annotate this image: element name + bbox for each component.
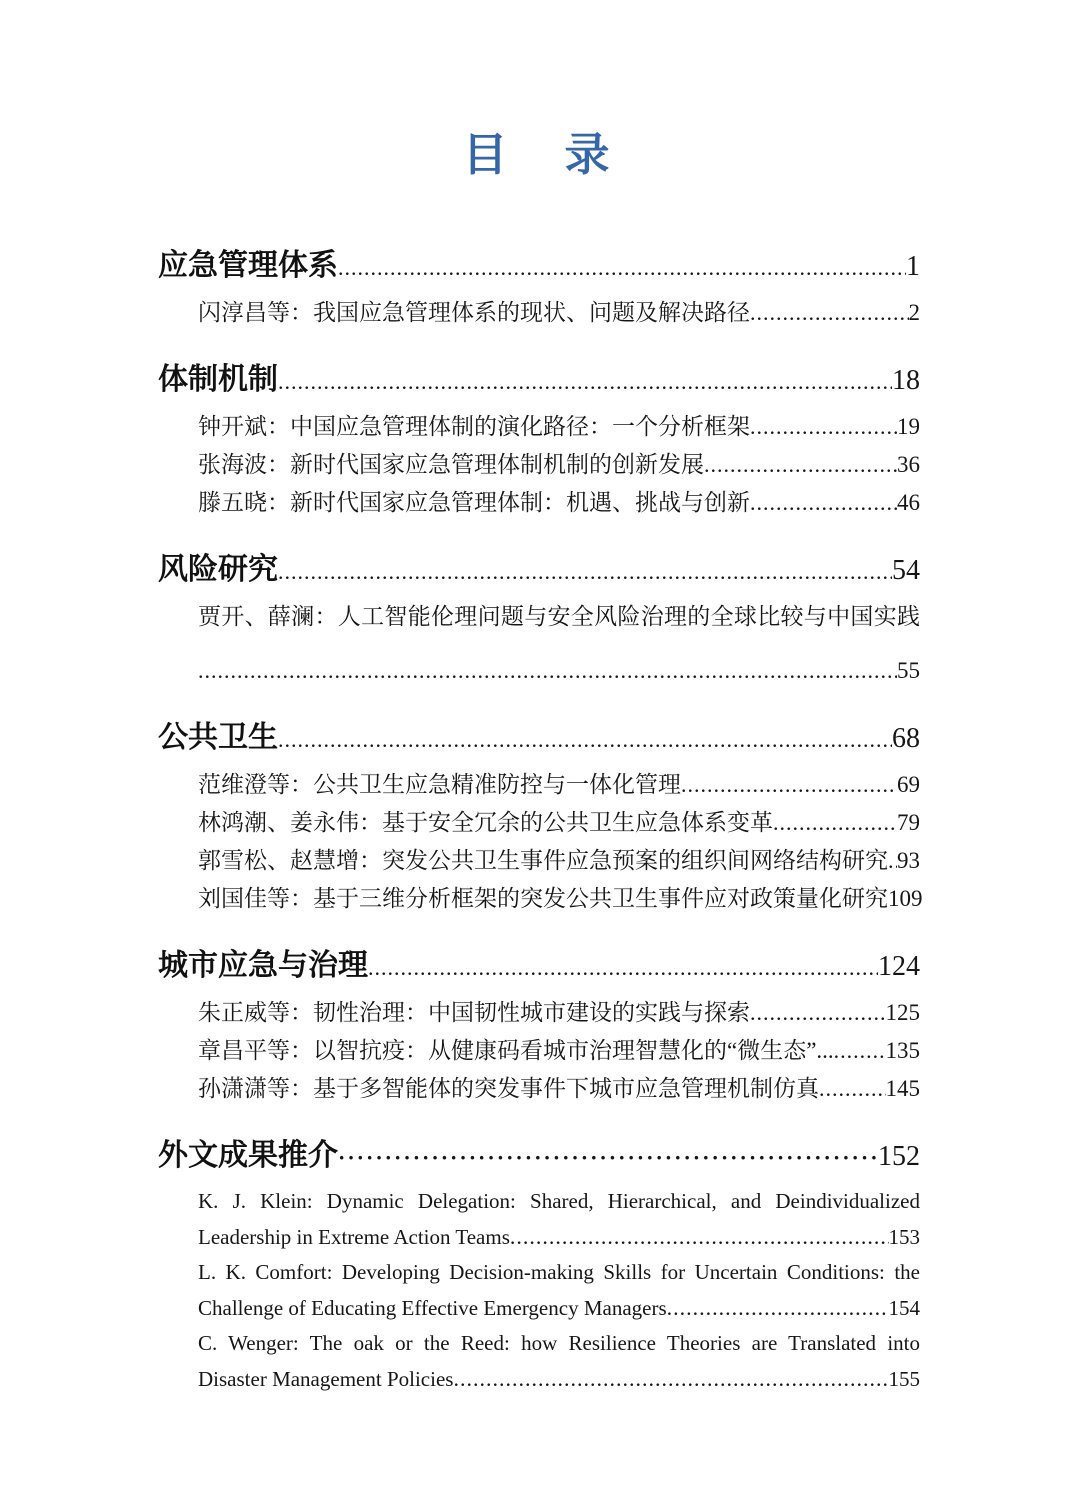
entry-text: 闪淳昌等：我国应急管理体系的现状、问题及解决路径 (198, 300, 750, 325)
toc-entry (158, 1326, 920, 1397)
entry-text: 滕五晓：新时代国家应急管理体制：机遇、挑战与创新 (198, 490, 750, 515)
section-page-number: 54 (892, 555, 920, 586)
entry-page-number: 125 (885, 1000, 920, 1025)
dot-leader (750, 294, 909, 332)
entry-text-line2: Disaster Management Policies (198, 1367, 454, 1391)
section-heading: 应急管理体系 (158, 249, 338, 282)
middot-leader (338, 1136, 878, 1180)
dot-leader (278, 360, 892, 404)
entry-text: 林鸿潮、姜永伟：基于安全冗余的公共卫生应急体系变革 (198, 810, 773, 835)
section-page-number: 152 (878, 1141, 920, 1172)
entry-text: 孙潇潇等：基于多智能体的突发事件下城市应急管理机制仿真 (198, 1076, 819, 1101)
dot-leader (834, 1032, 886, 1070)
toc-entry (158, 1255, 920, 1326)
toc-entry (158, 804, 920, 842)
dot-leader (750, 408, 897, 446)
entry-continuation-row (198, 1219, 920, 1255)
section-heading: 外文成果推介 (158, 1139, 338, 1172)
toc-entry (158, 994, 920, 1032)
entry-page-number: 153 (888, 1225, 920, 1249)
dot-leader (453, 1361, 888, 1396)
dot-leader (368, 946, 878, 990)
section-heading-row (158, 358, 920, 404)
dot-leader (888, 842, 897, 880)
toc-entry (158, 446, 920, 484)
section-page-number: 68 (892, 723, 920, 754)
toc-section-institutional-mechanisms (158, 358, 920, 522)
toc-entry (158, 1070, 920, 1108)
toc-entry (158, 408, 920, 446)
toc-entry (158, 880, 923, 918)
entry-page-number: 55 (897, 658, 920, 683)
page-title: 目 录 (462, 129, 616, 180)
section-heading: 公共卫生 (158, 721, 278, 754)
entry-page-number: 155 (888, 1367, 920, 1391)
entry-continuation-row (198, 652, 920, 690)
dot-leader (819, 1070, 886, 1108)
entry-page-number: 79 (897, 810, 920, 835)
entry-page-number: 69 (897, 772, 920, 797)
entry-page-number: 19 (897, 414, 920, 439)
entry-page-number: 154 (888, 1296, 920, 1320)
dot-leader (667, 1290, 889, 1325)
entry-text-line1: L. K. Comfort: Developing Decision-making Skills for Uncertain Conditions: the (198, 1260, 920, 1284)
section-heading-row (158, 944, 920, 990)
toc-entry (158, 1184, 920, 1255)
entry-continuation-row (198, 1290, 920, 1326)
section-heading-row (158, 244, 920, 290)
entry-text-line1: 贾开、薛澜：人工智能伦理问题与安全风险治理的全球比较与中国实践 (198, 604, 920, 629)
section-heading-row (158, 1134, 920, 1180)
toc-entry (158, 766, 920, 804)
entry-continuation-row (198, 1361, 920, 1397)
section-heading: 城市应急与治理 (158, 949, 368, 982)
entry-page-number: 145 (885, 1076, 920, 1101)
toc-section-emergency-management-system (158, 244, 920, 332)
entry-text: 张海波：新时代国家应急管理体制机制的创新发展 (198, 452, 704, 477)
entry-page-number: 2 (908, 300, 920, 325)
section-heading-row (158, 716, 920, 762)
entry-text: 章昌平等：以智抗疫：从健康码看城市治理智慧化的“微生态”... (198, 1038, 834, 1063)
entry-page-number: 36 (897, 452, 920, 477)
toc-entry (158, 294, 920, 332)
entry-page-number: 46 (897, 490, 920, 515)
toc-section-urban-emergency-governance (158, 944, 920, 1108)
entry-text-line2: Challenge of Educating Effective Emergency Managers (198, 1296, 667, 1320)
entry-page-number: 93 (897, 848, 920, 873)
entry-text-line1: C. Wenger: The oak or the Reed: how Resilience Theories are Translated into (198, 1331, 920, 1355)
toc-entry (158, 1032, 920, 1070)
dot-leader (773, 804, 897, 842)
dot-leader (278, 550, 892, 594)
toc-section-foreign-publications (158, 1134, 920, 1397)
toc-entry (158, 484, 920, 522)
dot-leader (750, 994, 886, 1032)
dot-leader (750, 484, 897, 522)
section-page-number: 18 (892, 365, 920, 396)
dot-leader (510, 1219, 889, 1254)
entry-text: 范维澄等：公共卫生应急精准防控与一体化管理 (198, 772, 681, 797)
dot-leader (681, 766, 897, 804)
toc-section-public-health (158, 716, 923, 918)
section-heading: 风险研究 (158, 553, 278, 586)
entry-text-line1: K. J. Klein: Dynamic Delegation: Shared, Hierarchical, and Deindividualized (198, 1189, 920, 1213)
entry-text: 郭雪松、赵慧增：突发公共卫生事件应急预案的组织间网络结构研究 (198, 848, 888, 873)
dot-leader (338, 246, 906, 290)
toc-entry (158, 842, 920, 880)
section-heading: 体制机制 (158, 363, 278, 396)
section-page-number: 1 (906, 251, 920, 282)
section-heading-row (158, 548, 920, 594)
dot-leader (704, 446, 897, 484)
toc-entry (158, 598, 920, 690)
entry-page-number: 109 (888, 886, 923, 911)
entry-text: 刘国佳等：基于三维分析框架的突发公共卫生事件应对政策量化研究 (198, 886, 888, 911)
dot-leader (278, 718, 892, 762)
entry-text: 朱正威等：韧性治理：中国韧性城市建设的实践与探索 (198, 1000, 750, 1025)
toc-section-risk-research (158, 548, 920, 690)
entry-text-line2: Leadership in Extreme Action Teams (198, 1225, 510, 1249)
section-page-number: 124 (878, 951, 920, 982)
entry-page-number: 135 (885, 1038, 920, 1063)
entry-text: 钟开斌：中国应急管理体制的演化路径：一个分析框架 (198, 414, 750, 439)
dot-leader (198, 652, 897, 690)
